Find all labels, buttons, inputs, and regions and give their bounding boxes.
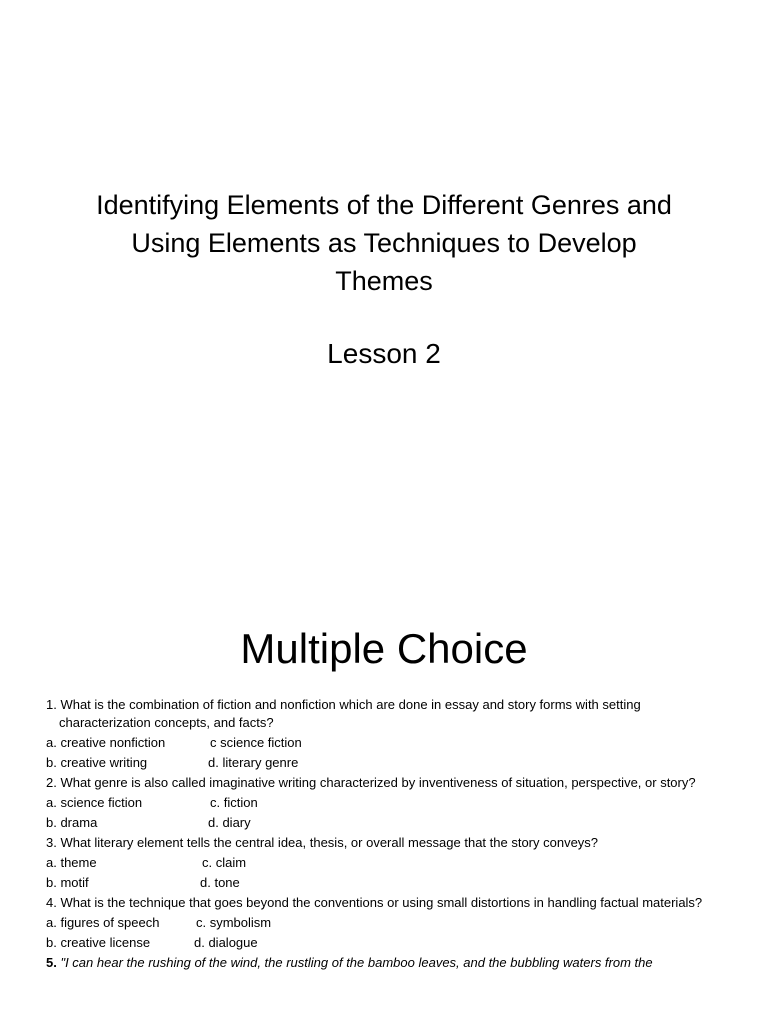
question-3: 3. What literary element tells the central idea, thesis, or overall message that the story conveys? — [46, 835, 599, 850]
option-a: a. science fiction — [46, 795, 143, 810]
question-5 — [46, 954, 726, 972]
option-a: a. theme — [46, 855, 97, 870]
question-1: 1. What is the combination of fiction and nonfiction which are done in essay and story forms with setting characterization concepts, and facts? — [46, 697, 641, 730]
option-c: c science fiction — [210, 735, 302, 750]
title-line: Using Elements as Techniques to Develop — [131, 228, 637, 258]
question-quote: "I can hear the rushing of the wind, the rustling of the bamboo leaves, and the bubbling waters from the — [60, 955, 653, 970]
quiz-heading: Multiple Choice — [240, 625, 528, 672]
quiz-slide — [0, 590, 768, 1024]
option-a: a. figures of speech — [46, 915, 160, 930]
option-d: d. dialogue — [194, 935, 258, 950]
option-row — [46, 734, 726, 752]
question-number: 5. — [46, 955, 57, 970]
option-c: c. symbolism — [196, 915, 272, 930]
option-row — [46, 814, 726, 832]
question-4: 4. What is the technique that goes beyond the conventions or using small distortions in handling factual materials? — [46, 895, 703, 910]
option-a: a. creative nonfiction — [46, 735, 166, 750]
question-list — [46, 696, 726, 974]
title-line: Themes — [335, 266, 433, 296]
option-b: b. creative writing — [46, 755, 148, 770]
option-row — [46, 854, 726, 872]
option-row — [46, 914, 726, 932]
option-d: d. diary — [208, 815, 251, 830]
question-2: 2. What genre is also called imaginative writing characterized by inventiveness of situation, perspective, or story? — [46, 775, 696, 790]
lesson-label: Lesson 2 — [327, 338, 441, 369]
option-row — [46, 794, 726, 812]
option-b: b. motif — [46, 875, 89, 890]
option-row — [46, 874, 726, 892]
option-d: d. literary genre — [208, 755, 299, 770]
option-b: b. creative license — [46, 935, 151, 950]
title-line: Identifying Elements of the Different Genres and — [96, 190, 672, 220]
option-b: b. drama — [46, 815, 98, 830]
slide-title — [40, 186, 728, 300]
option-d: d. tone — [200, 875, 240, 890]
option-c: c. fiction — [210, 795, 258, 810]
option-c: c. claim — [202, 855, 247, 870]
option-row — [46, 754, 726, 772]
option-row — [46, 934, 726, 952]
